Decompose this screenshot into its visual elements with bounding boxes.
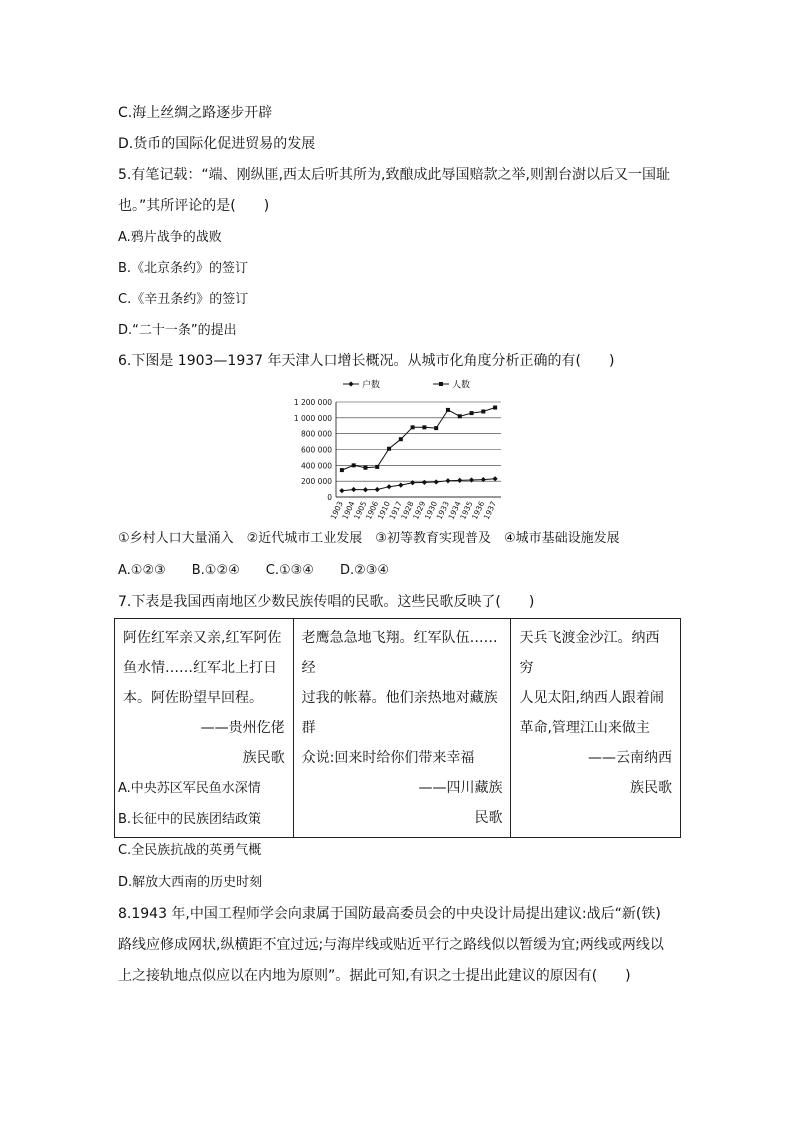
song-line: 阿佐红军亲又亲,红军阿佐 <box>123 630 282 646</box>
song-line: 天兵飞渡金沙江。纳西穷 <box>519 630 660 676</box>
x-tick-label: 1903 <box>328 499 345 521</box>
q8-stem-line-3: 上之接轨地点似应以在内地为原则”。据此可知,有识之士提出此建议的原因有( ) <box>118 968 631 984</box>
data-point <box>340 468 344 472</box>
song-cell-sichuan <box>293 619 511 838</box>
x-tick-label: 1917 <box>387 499 404 521</box>
q5-stem-line-1: 5.有笔记载：“端、刚纵匪,西太后听其所为,致酿成此辱国赔款之举,则割台澍以后又一国耻 <box>118 167 670 183</box>
x-tick-label: 1930 <box>422 499 440 521</box>
data-point <box>387 447 391 451</box>
data-point <box>422 480 427 485</box>
data-point <box>457 478 462 483</box>
q7-option-d: D.解放大西南的历史时刻 <box>118 875 263 890</box>
q5-option-b: B.《北京条约》的签订 <box>118 261 249 276</box>
data-point <box>399 437 403 441</box>
q7-option-b: B.长征中的民族团结政策 <box>118 812 262 827</box>
q4-option-d: D.货币的国际化促进贸易的发展 <box>118 136 316 152</box>
data-point <box>470 411 474 415</box>
data-point <box>375 487 380 492</box>
data-point <box>386 484 391 489</box>
song-line: 老鹰急急地飞翔。红军队伍……经 <box>301 630 498 676</box>
song-line: 鱼水情……红军北上打日 <box>123 660 277 676</box>
q6-items: ①乡村人口大量涌入 ②近代城市工业发展 ③初等教育实现普及 ④城市基础设施发展 <box>118 531 620 546</box>
y-tick-label: 0 <box>327 493 332 502</box>
data-point <box>458 414 462 418</box>
song-source: 族民歌 <box>630 780 672 796</box>
series-line-population <box>342 408 495 471</box>
data-point <box>363 466 367 470</box>
y-tick-label: 400 000 <box>300 461 332 471</box>
y-tick-label: 1 200 000 <box>293 398 332 407</box>
q5-stem-line-2: 也。”其所评论的是( ) <box>118 198 270 214</box>
y-tick-label: 1 000 000 <box>293 413 332 423</box>
data-point <box>469 477 474 482</box>
q8-stem-line-2: 路线应修成网状,纵横距不宜过远;与海岸线或贴近平行之路线似以暂缓为宜;两线或两线以 <box>118 937 664 953</box>
x-tick-label: 1910 <box>375 499 393 521</box>
q7-stem: 7.下表是我国西南地区少数民族传唱的民歌。这些民歌反映了( ) <box>118 594 535 610</box>
data-point <box>339 488 344 493</box>
x-tick-label: 1906 <box>363 499 381 521</box>
data-point <box>481 410 485 414</box>
song-cell-guizhou <box>115 619 294 838</box>
song-line: 过我的帐幕。他们亲热地对藏族群 <box>301 690 498 736</box>
x-tick-label: 1934 <box>446 499 463 521</box>
q5-option-c: C.《辛丑条约》的签订 <box>118 292 249 307</box>
song-line: 革命,管理江山来做主 <box>519 720 650 736</box>
x-tick-label: 1929 <box>411 499 428 521</box>
data-point <box>363 487 368 492</box>
q5-option-a: A.鸦片战争的战败 <box>118 230 222 245</box>
data-point <box>398 483 403 488</box>
legend-label: 人数 <box>452 380 471 391</box>
q8-stem-line-1: 8.1943 年,中国工程师学会向隶属于国防最高委员会的中央设计局提出建议:战后“新(铁) <box>118 906 661 922</box>
x-tick-label: 1937 <box>481 499 499 521</box>
song-line: 人见太阳,纳西人跟着闹 <box>519 690 664 706</box>
data-point <box>375 465 379 469</box>
population-line-chart <box>283 372 513 524</box>
song-source: 族民歌 <box>242 750 285 766</box>
legend-marker <box>348 381 353 386</box>
data-point <box>493 476 498 481</box>
data-point <box>352 463 356 467</box>
y-tick-label: 200 000 <box>300 477 332 487</box>
data-point <box>493 406 497 410</box>
x-tick-label: 1935 <box>458 499 475 521</box>
x-tick-label: 1928 <box>399 499 416 521</box>
folk-songs-table <box>114 618 681 838</box>
data-point <box>434 426 438 430</box>
song-cell-yunnan <box>511 619 681 838</box>
data-point <box>422 425 426 429</box>
y-tick-label: 600 000 <box>300 445 332 455</box>
x-tick-label: 1905 <box>352 499 369 521</box>
song-line: 众说:回来时给你们带来幸福 <box>301 750 475 766</box>
data-point <box>446 408 450 412</box>
x-tick-label: 1904 <box>340 499 357 521</box>
q7-option-c: C.全民族抗战的英勇气概 <box>118 843 262 858</box>
legend-marker <box>439 382 443 386</box>
q6-options: A.①②③ B.①②④ C.①③④ D.②③④ <box>118 563 390 578</box>
song-source: ——云南纳西 <box>588 750 672 766</box>
song-source: 民歌 <box>474 810 503 826</box>
song-line: 本。阿佐盼望早回程。 <box>123 690 263 706</box>
y-tick-label: 800 000 <box>300 429 332 439</box>
data-point <box>434 479 439 484</box>
x-tick-label: 1936 <box>470 499 487 521</box>
q7-option-a: A.中央苏区军民鱼水深情 <box>118 781 261 796</box>
q4-option-c: C.海上丝绸之路逐步开辟 <box>118 105 273 121</box>
song-source: ——四川藏族 <box>418 780 503 796</box>
data-point <box>351 487 356 492</box>
song-source: ——贵州仡佬 <box>200 720 285 736</box>
q5-option-d: D.“二十一条”的提出 <box>118 323 237 338</box>
x-tick-label: 1933 <box>434 499 451 521</box>
data-point <box>445 478 450 483</box>
q6-stem: 6.下图是 1903—1937 年天津人口增长概况。从城市化角度分析正确的有( ) <box>118 353 615 369</box>
legend-label: 户数 <box>362 380 381 391</box>
data-point <box>411 425 415 429</box>
